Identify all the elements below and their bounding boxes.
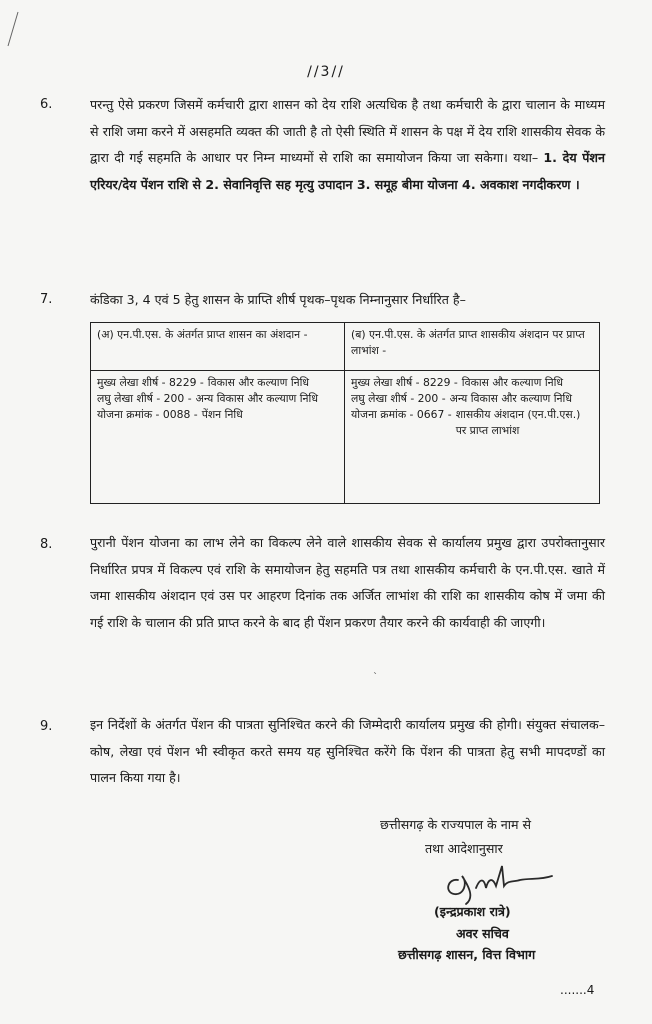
table-row [97, 407, 338, 423]
row-key: लघु लेखा शीर्ष - 200 - [351, 392, 446, 405]
row-key: योजना क्रमांक - 0667 - [351, 408, 452, 421]
table-header-right: (ब) एन.पी.एस. के अंतर्गत प्राप्त शासकीय अंशदान पर प्राप्त लाभांश - [345, 323, 599, 371]
row-key: मुख्य लेखा शीर्ष - 8229 - [97, 376, 204, 389]
para-9-number: 9. [40, 719, 53, 734]
table-row [351, 391, 593, 407]
row-value: अन्य विकास और कल्याण निधि [449, 392, 572, 405]
department-name: छत्तीसगढ़ शासन, वित्त विभाग [398, 947, 536, 962]
para-8-text: पुरानी पेंशन योजना का लाभ लेने का विकल्प लेने वाले शासकीय सेवक से कार्यालय प्रमुख द्वारा उपरोक्तानुसार निर्धारित प्रपत्र में विकल्प एवं राशि के समायोजन हेतु सहमति पत्र तथा शासकीय कर्मचारी के एन.पी.एस. खाते में जमा शासकीय अंशदान एवं उस पर आहरण दिनांक तक अर्जित लाभांश की राशि का शासकीय कोष में जमा की गई राशि के चालान की प्रति प्राप्त करने के बाद ही पेंशन प्रकरण तैयार करने की कार्यवाही की जाएगी। [90, 535, 605, 630]
signature-line-2: तथा आदेशानुसार [425, 841, 503, 856]
para-6-number: 6. [40, 97, 53, 112]
row-value: विकास और कल्याण निधि [207, 376, 310, 389]
officer-name: (इन्द्रप्रकाश रात्रे) [434, 904, 511, 919]
row-value: अन्य विकास और कल्याण निधि [195, 392, 318, 405]
row-value: पेंशन निधि [201, 408, 243, 421]
table-row [97, 391, 338, 407]
officer-designation: अवर सचिव [456, 926, 509, 941]
para-7-text: कंडिका 3, 4 एवं 5 हेतु शासन के प्राप्ति शीर्ष पृथक–पृथक निम्नानुसार निर्धारित है– [90, 292, 466, 307]
row-value: शासकीय अंशदान (एन.पी.एस.) पर प्राप्त लाभांश [455, 408, 581, 437]
table-header-left: (अ) एन.पी.एस. के अंतर्गत प्राप्त शासन का अंशदान - [91, 323, 345, 371]
row-key: योजना क्रमांक - 0088 - [97, 408, 198, 421]
row-key: लघु लेखा शीर्ष - 200 - [97, 392, 192, 405]
row-key: मुख्य लेखा शीर्ष - 8229 - [351, 376, 458, 389]
row-value: विकास और कल्याण निधि [461, 376, 564, 389]
margin-mark [4, 10, 22, 50]
para-7-number: 7. [40, 292, 53, 307]
para-6-bold: 1. देय पेंशन एरियर/देय पेंशन राशि से 2. सेवानिवृत्ति सह मृत्यु उपादान 3. समूह बीमा योजना 4. अवकाश नगदीकरण । [90, 150, 605, 192]
accounts-table [90, 322, 600, 504]
para-9-text: इन निर्देशों के अंतर्गत पेंशन की पात्रता सुनिश्चित करने की जिम्मेदारी कार्यालय प्रमुख की होगी। संयुक्त संचालक– कोष, लेखा एवं पेंशन भी स्वीकृत करते समय यह सुनिश्चित करेंगे कि पेंशन की पात्रता हेतु सभी मापदण्डों का पालन किया गया है। [90, 717, 605, 785]
next-page-marker: .......4 [560, 983, 595, 997]
table-row [351, 407, 593, 439]
table-col-right [345, 371, 599, 503]
page-marker: //3// [307, 64, 345, 80]
handwritten-signature [440, 858, 560, 908]
stray-mark: ˋ [373, 672, 378, 683]
para-6-text [90, 92, 605, 198]
table-row [351, 375, 593, 391]
table-row [97, 375, 338, 391]
para-8-number: 8. [40, 537, 53, 552]
table-col-left [91, 371, 345, 503]
para-6-body: परन्तु ऐसे प्रकरण जिसमें कर्मचारी द्वारा शासन को देय राशि अत्यधिक है तथा कर्मचारी के द्वारा चालान के माध्यम से राशि जमा करने में असहमति व्यक्त की जाती है तो ऐसी स्थिति में शासन के पक्ष में देय राशि शासकीय सेवक के द्वारा दी गई सहमति के आधार पर निम्न माध्यमों से राशि का समायोजन किया जा सकेगा। यथा– [90, 97, 605, 165]
signature-line-1: छत्तीसगढ़ के राज्यपाल के नाम से [380, 817, 532, 832]
